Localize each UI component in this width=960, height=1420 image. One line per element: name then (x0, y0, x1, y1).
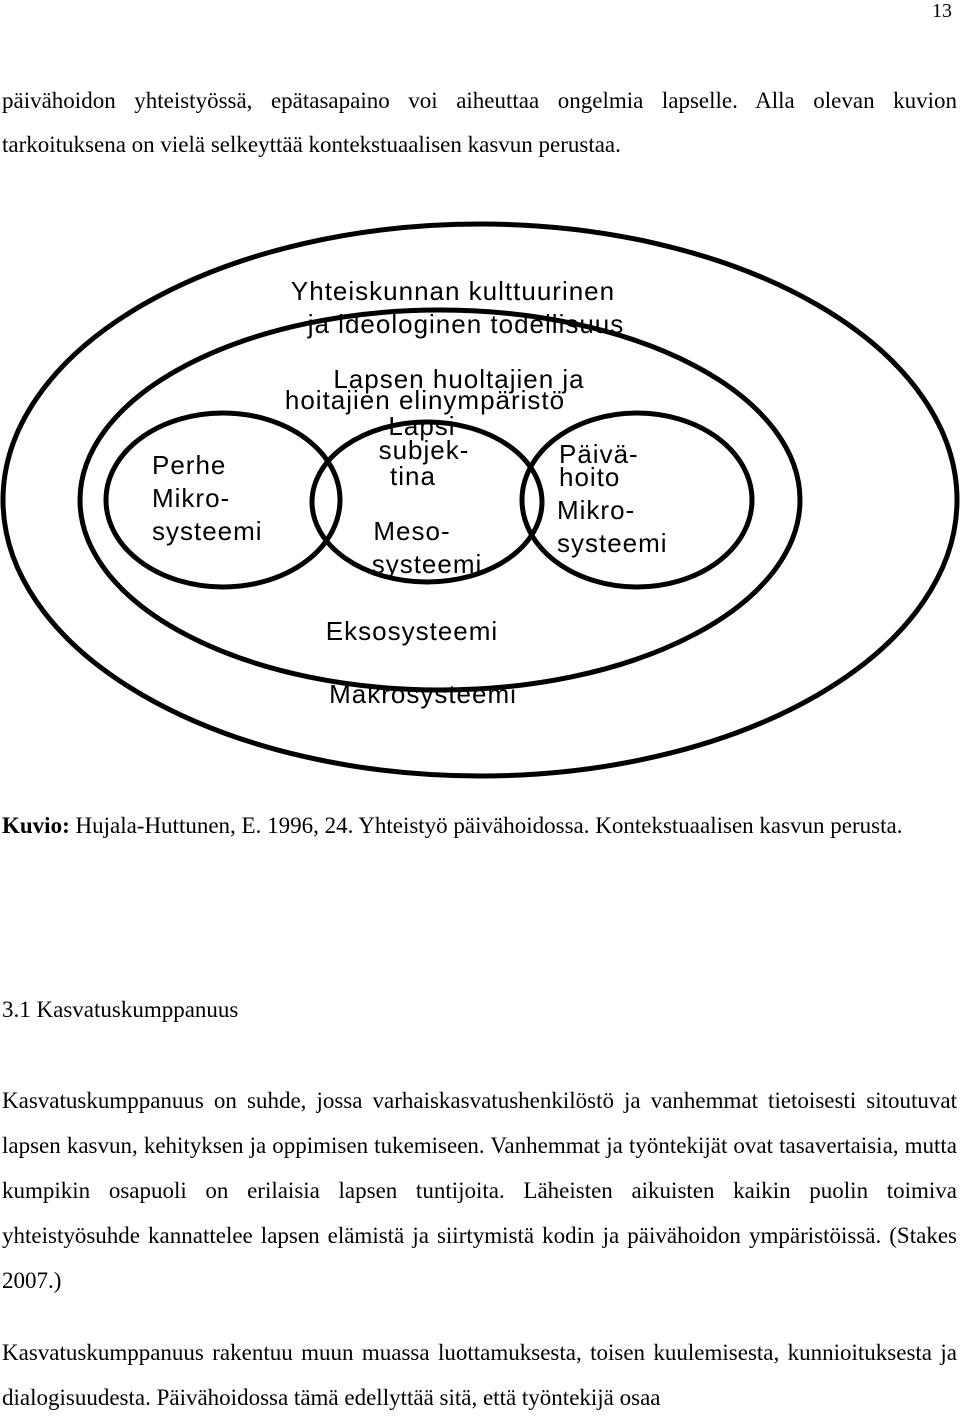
society-label-line1: Yhteiskunnan kulttuurinen (290, 276, 616, 306)
caption-label: Kuvio: (2, 813, 70, 838)
daycare-label-line4: systeemi (557, 528, 668, 558)
family-label-line2: Mikro- (152, 483, 231, 513)
child-label-line1: Lapsi (388, 411, 456, 441)
body-paragraph-2: Kasvatuskumppanuus rakentuu muun muassa luottamuksesta, toisen kuulemisesta, kunnioituksesta ja dialogisuudesta. Päivähoidossa tämä edellyttää sitä, että työntekijä osaa (2, 1340, 957, 1410)
child-label-line4: Meso- (373, 516, 451, 546)
figure-caption (2, 804, 957, 848)
child-label-line2: subjek- (378, 435, 470, 465)
page-number: 13 (932, 0, 952, 22)
caption-text: Hujala-Huttunen, E. 1996, 24. Yhteistyö päivähoidossa. Kontekstuaalisen kasvun perusta. (69, 813, 903, 838)
daycare-label-line3: Mikro- (557, 495, 636, 525)
family-label-line3: systeemi (152, 516, 263, 546)
daycare-label-line2: hoito (559, 462, 621, 492)
child-label-line5: systeemi (371, 549, 483, 579)
family-label-line1: Perhe (152, 450, 227, 480)
environment-label-line1: Lapsen huoltajien ja (333, 364, 585, 394)
exosystem-label: Eksosysteemi (325, 616, 499, 646)
child-label-line3: tina (390, 461, 436, 491)
daycare-label-line1: Päivä- (559, 439, 639, 469)
body-paragraph-1: Kasvatuskumppanuus on suhde, jossa varhaiskasvatushenkilöstö ja vanhemmat tietoisesti sitoutuvat lapsen kasvun, kehityksen ja oppimisen tukemiseen. Vanhemmat ja työntekijät ovat tasavertaisia, mutta kumpikin osapuoli on erilaisia lapsen tuntijoita. Läheisten aikuisten kaikin puolin toimiva yhteistyösuhde kannattelee lapsen elämistä ja siirtymistä kodin ja päivähoidon ympäristöissä. (Stakes 2007.) (2, 1088, 957, 1293)
intro-paragraph: päivähoidon yhteistyössä, epätasapaino voi aiheuttaa ongelmia lapselle. Alla olevan kuvion tarkoituksena on vielä selkeyttää kontekstuaalisen kasvun perustaa. (2, 88, 957, 157)
macrosystem-label: Makrosysteemi (329, 679, 517, 709)
ecological-systems-diagram (0, 200, 960, 780)
society-label-line2: ja ideologinen todellisuus (307, 309, 625, 339)
environment-label-line2: hoitajien elinympäristö (284, 385, 566, 415)
section-heading: 3.1 Kasvatuskumppanuus (2, 997, 239, 1022)
